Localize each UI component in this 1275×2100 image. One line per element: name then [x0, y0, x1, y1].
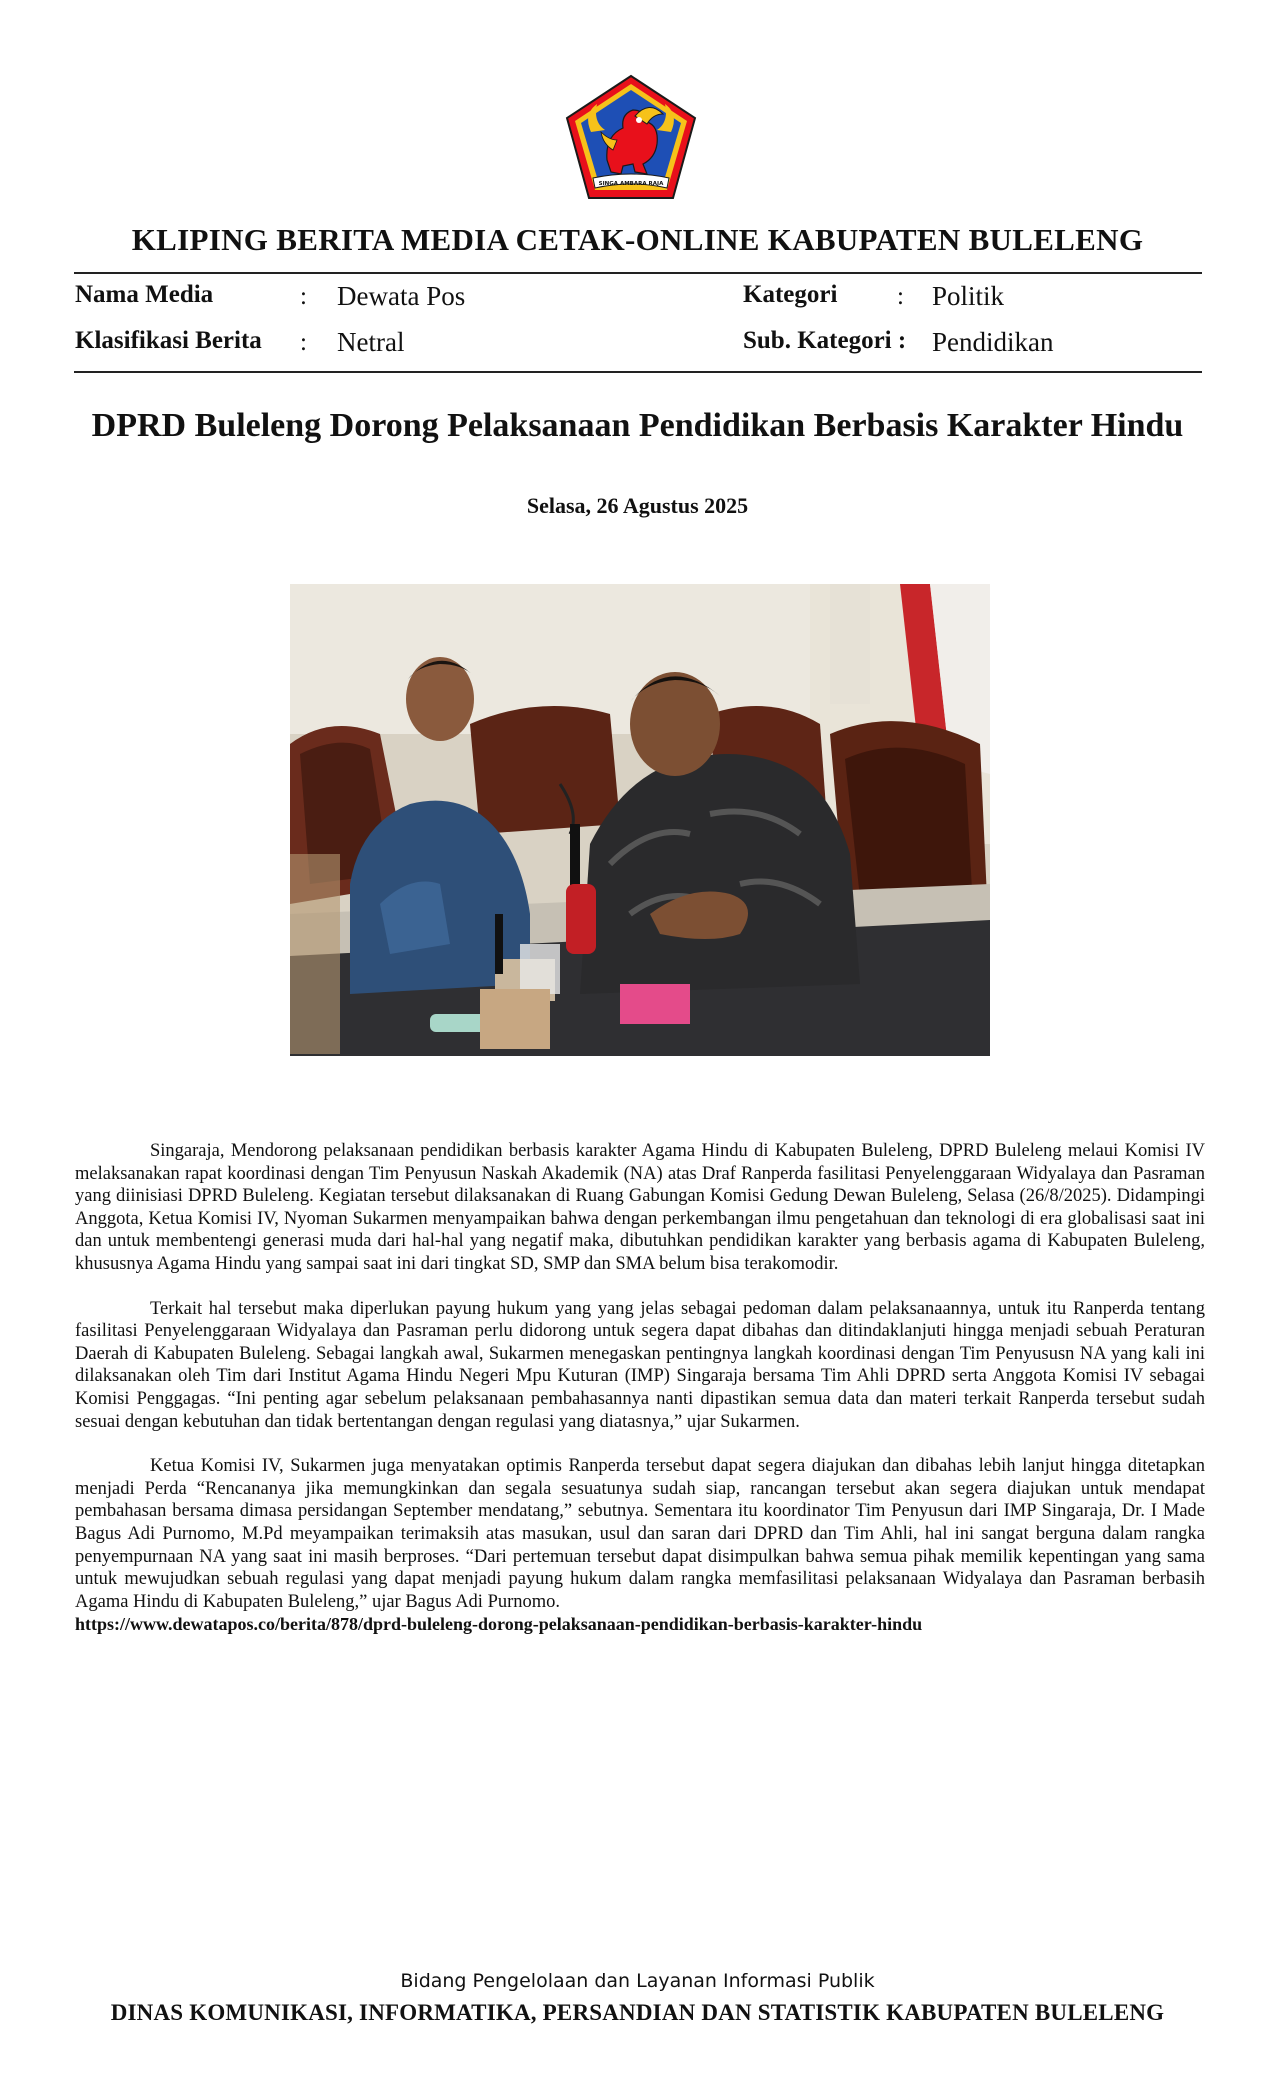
category-value: Politik	[932, 281, 1005, 311]
classification-label: Klasifikasi Berita	[75, 327, 262, 354]
subcategory-label: Sub. Kategori :	[743, 327, 907, 354]
article-photo	[290, 584, 990, 1056]
article-date: Selasa, 26 Agustus 2025	[526, 493, 749, 518]
media-name-colon: :	[300, 283, 307, 310]
category-colon: :	[897, 283, 904, 310]
article-paragraph: Terkait hal tersebut maka diperlukan payung hukum yang yang jelas sebagai pedoman dalam pelaksanaannya, untuk itu Ranperda tentang fasilitasi Penyelenggaraan Widyalaya dan Pasraman perlu didorong untuk segera dapat dibahas dan ditindaklanjuti hingga menjadi sebuah Peraturan Daerah di Kabupaten Buleleng. Sebagai langkah awal, Sukarmen menegaskan pentingnya langkah koordinasi dengan Tim Penyususn NA yang kali ini dilaksanakan oleh Tim dari Institut Agama Hindu Negeri Mpu Kuturan (IMP) Singaraja bersama Tim Ahli DPRD serta Anggota Komisi IV sebagai Komisi Penggagas. “Ini penting agar sebelum pelaksanaan pembahasannya nanti dipastikan semua data dan materi terkait Ranperda tersebut sudah sesuai dengan kebutuhan dan tidak bertentangan dengan regulasi yang diatasnya,” ujar Sukarmen.	[75, 1298, 1205, 1432]
classification-colon: :	[300, 329, 307, 356]
header-divider-bottom	[74, 371, 1202, 373]
footer-agency: DINAS KOMUNIKASI, INFORMATIKA, PERSANDIAN DAN STATISTIK KABUPATEN BULELENG	[110, 2000, 1165, 2025]
category-label: Kategori	[743, 281, 838, 308]
source-url-link[interactable]: https://www.dewatapos.co/berita/878/dprd-buleleng-dorong-pelaksanaan-pendidikan-berbasis-karakter-hindu	[75, 1614, 923, 1635]
header-divider-top	[74, 272, 1202, 274]
media-name-label: Nama Media	[75, 281, 214, 308]
article-paragraph: Singaraja, Mendorong pelaksanaan pendidikan berbasis karakter Agama Hindu di Kabupaten Buleleng, DPRD Buleleng melaui Komisi IV melaksanakan rapat koordinasi dengan Tim Penyusun Naskah Akademik (NA) atas Draf Ranperda fasilitasi Penyelenggaraan Widyalaya dan Pasraman yang diinisiasi DPRD Buleleng. Kegiatan tersebut dilaksanakan di Ruang Gabungan Komisi Gedung Dewan Buleleng, Selasa (26/8/2025). Didampingi Anggota, Ketua Komisi IV, Nyoman Sukarmen menyampaikan bahwa dengan perkembangan ilmu pengetahuan dan teknologi di era globalisasi saat ini dan untuk membentengi generasi muda dari hal-hal yang negatif maka, dibutuhkan pendidikan karakter yang berbasis agama di Kabupaten Buleleng, khususnya Agama Hindu yang sampai saat ini dari tingkat SD, SMP dan SMA belum bisa terakomodir.	[75, 1141, 1205, 1274]
article-paragraph: Ketua Komisi IV, Sukarmen juga menyatakan optimis Ranperda tersebut dapat segera diajukan dan dibahas lebih lanjut hingga ditetapkan menjadi Perda “Rencananya jika memungkinkan dan segala sesuatunya sudah siap, rancangan tersebut akan segera diajukan untuk mendapat pembahasan bersama dimasa persidangan September mendatang,” sebutnya. Sementara itu koordinator Tim Penyusun dari IMP Singaraja, Dr. I Made Bagus Adi Purnomo, M.Pd meyampaikan terimaksih atas masukan, usul dan saran dari DPRD dan Tim Ahli, hal ini sangat berguna dalam rangka penyempurnaan NA yang saat ini masih berproses. “Dari pertemuan tersebut dapat disimpulkan bahwa semua pihak memilik kepentingan yang sama untuk mewujudkan sebuah regulasi yang dapat menjadi payung hukum dalam rangka memfasilitasi pelaksanaan Widyalaya dan Pasraman berbasih Agama Hindu di Kabupaten Buleleng,” ujar Bagus Adi Purnomo.	[75, 1456, 1205, 1612]
subcategory-value: Pendidikan	[932, 327, 1054, 357]
buleleng-emblem-logo	[563, 74, 699, 202]
classification-value: Netral	[337, 327, 405, 357]
emblem-motto-text: SINGA AMBARA RAJA	[598, 181, 664, 187]
document-header-title: KLIPING BERITA MEDIA CETAK-ONLINE KABUPATEN BULELENG	[131, 222, 1144, 257]
footer-division: Bidang Pengelolaan dan Layanan Informasi Publik	[400, 1970, 875, 1992]
media-name-value: Dewata Pos	[337, 281, 466, 311]
article-body	[75, 1140, 1205, 1636]
article-title: DPRD Buleleng Dorong Pelaksanaan Pendidikan Berbasis Karakter Hindu	[91, 407, 1184, 444]
